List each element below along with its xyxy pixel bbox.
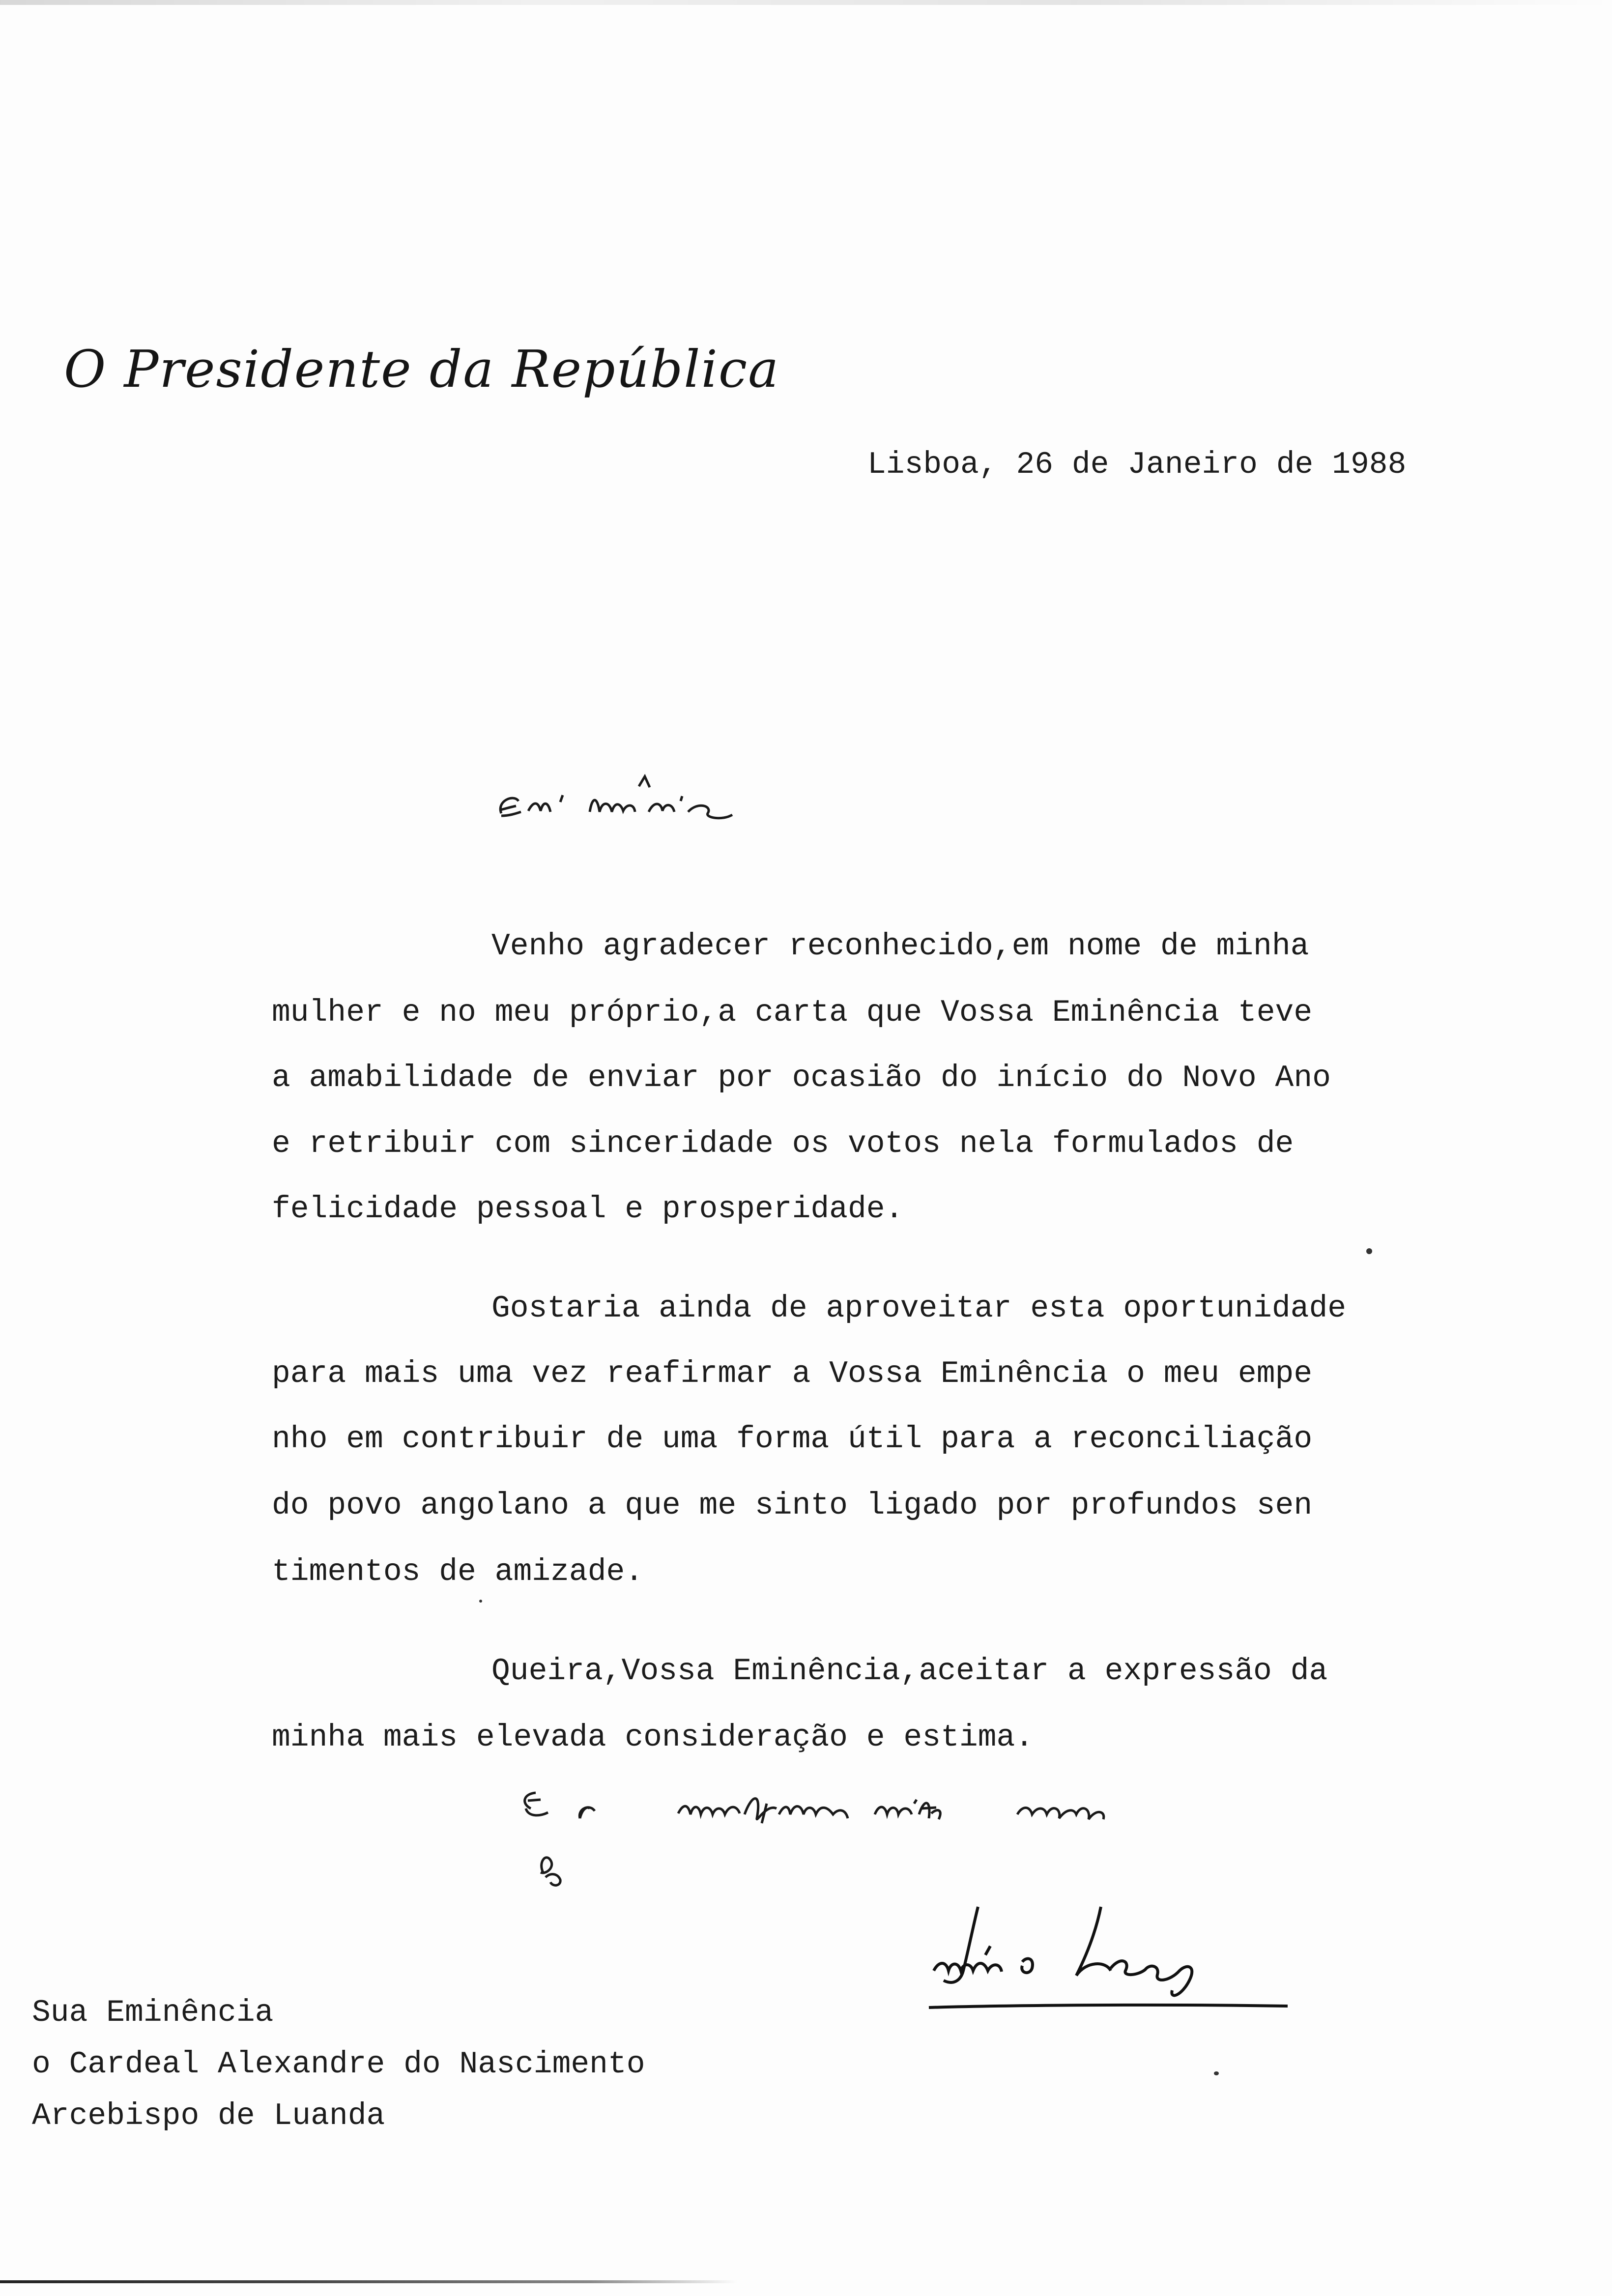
handwritten-salutation — [491, 767, 747, 835]
paragraph-1-line-5: felicidade pessoal e prosperidade. — [272, 1192, 904, 1227]
bottom-edge-line — [0, 2280, 737, 2283]
date-line: Lisboa, 26 de Janeiro de 1988 — [867, 447, 1407, 482]
paragraph-2-line-5: timentos de amizade. — [272, 1554, 644, 1589]
ink-speck — [479, 1600, 482, 1603]
paragraph-3-line-1: Queira,Vossa Eminência,aceitar a expressão da — [491, 1654, 1328, 1689]
paragraph-1-line-1: Venho agradecer reconhecido,em nome de minha — [491, 929, 1309, 964]
ink-speck — [1366, 1248, 1372, 1254]
paragraph-1-line-3: a amabilidade de enviar por ocasião do início do Novo Ano — [272, 1061, 1331, 1095]
paragraph-3-line-2: minha mais elevada consideração e estima. — [272, 1720, 1034, 1755]
addressee-line-3: Arcebispo de Luanda — [32, 2098, 385, 2133]
paragraph-2-line-2: para mais uma vez reafirmar a Vossa Eminência o meu empe — [272, 1356, 1313, 1391]
addressee-line-2: o Cardeal Alexandre do Nascimento — [32, 2047, 645, 2082]
letterhead-title: O Presidente da República — [64, 339, 780, 399]
addressee-line-1: Sua Eminência — [32, 1995, 274, 2030]
paragraph-2-line-1: Gostaria ainda de aproveitar esta oportunidade — [491, 1291, 1347, 1326]
paragraph-2-line-3: nho em contribuir de uma forma útil para a reconciliação — [272, 1422, 1313, 1457]
signature — [914, 1897, 1297, 2059]
scan-edge — [0, 0, 1612, 5]
ink-speck — [1214, 2071, 1219, 2075]
paragraph-1-line-2: mulher e no meu próprio,a carta que Vossa Eminência teve — [272, 995, 1313, 1030]
paragraph-2-line-4: do povo angolano a que me sinto ligado por profundos sen — [272, 1488, 1313, 1523]
paragraph-1-line-4: e retribuir com sinceridade os votos nela formulados de — [272, 1126, 1294, 1161]
